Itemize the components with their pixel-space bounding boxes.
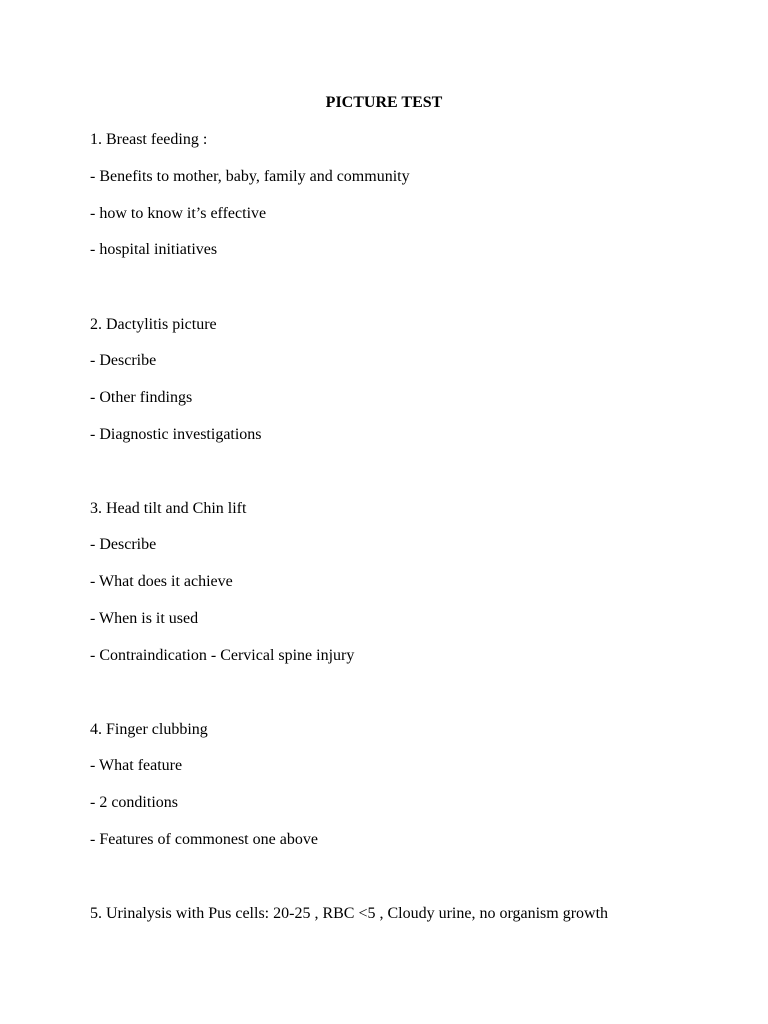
page-title: PICTURE TEST: [325, 94, 443, 111]
section-3-item-4: - Contraindication - Cervical spine injury: [90, 647, 355, 664]
section-1-heading: 1. Breast feeding :: [90, 131, 208, 148]
section-1-item-2: - how to know it’s effective: [90, 205, 267, 222]
section-3-item-1: - Describe: [90, 536, 157, 553]
section-1-item-1: - Benefits to mother, baby, family and community: [90, 168, 410, 185]
section-4-heading: 4. Finger clubbing: [90, 721, 208, 738]
section-2-item-1: - Describe: [90, 352, 157, 369]
section-4-item-1: - What feature: [90, 757, 183, 774]
section-2-heading: 2. Dactylitis picture: [90, 316, 217, 333]
section-3-item-2: - What does it achieve: [90, 573, 233, 590]
section-2-item-3: - Diagnostic investigations: [90, 426, 262, 443]
section-1-item-3: - hospital initiatives: [90, 241, 218, 258]
section-3-heading: 3. Head tilt and Chin lift: [90, 500, 247, 517]
section-4-item-3: - Features of commonest one above: [90, 831, 318, 848]
section-3-item-3: - When is it used: [90, 610, 199, 627]
section-2-item-2: - Other findings: [90, 389, 193, 406]
section-5-heading: 5. Urinalysis with Pus cells: 20-25 , RBC <5 , Cloudy urine, no organism growth: [90, 905, 609, 922]
section-4-item-2: - 2 conditions: [90, 794, 178, 811]
